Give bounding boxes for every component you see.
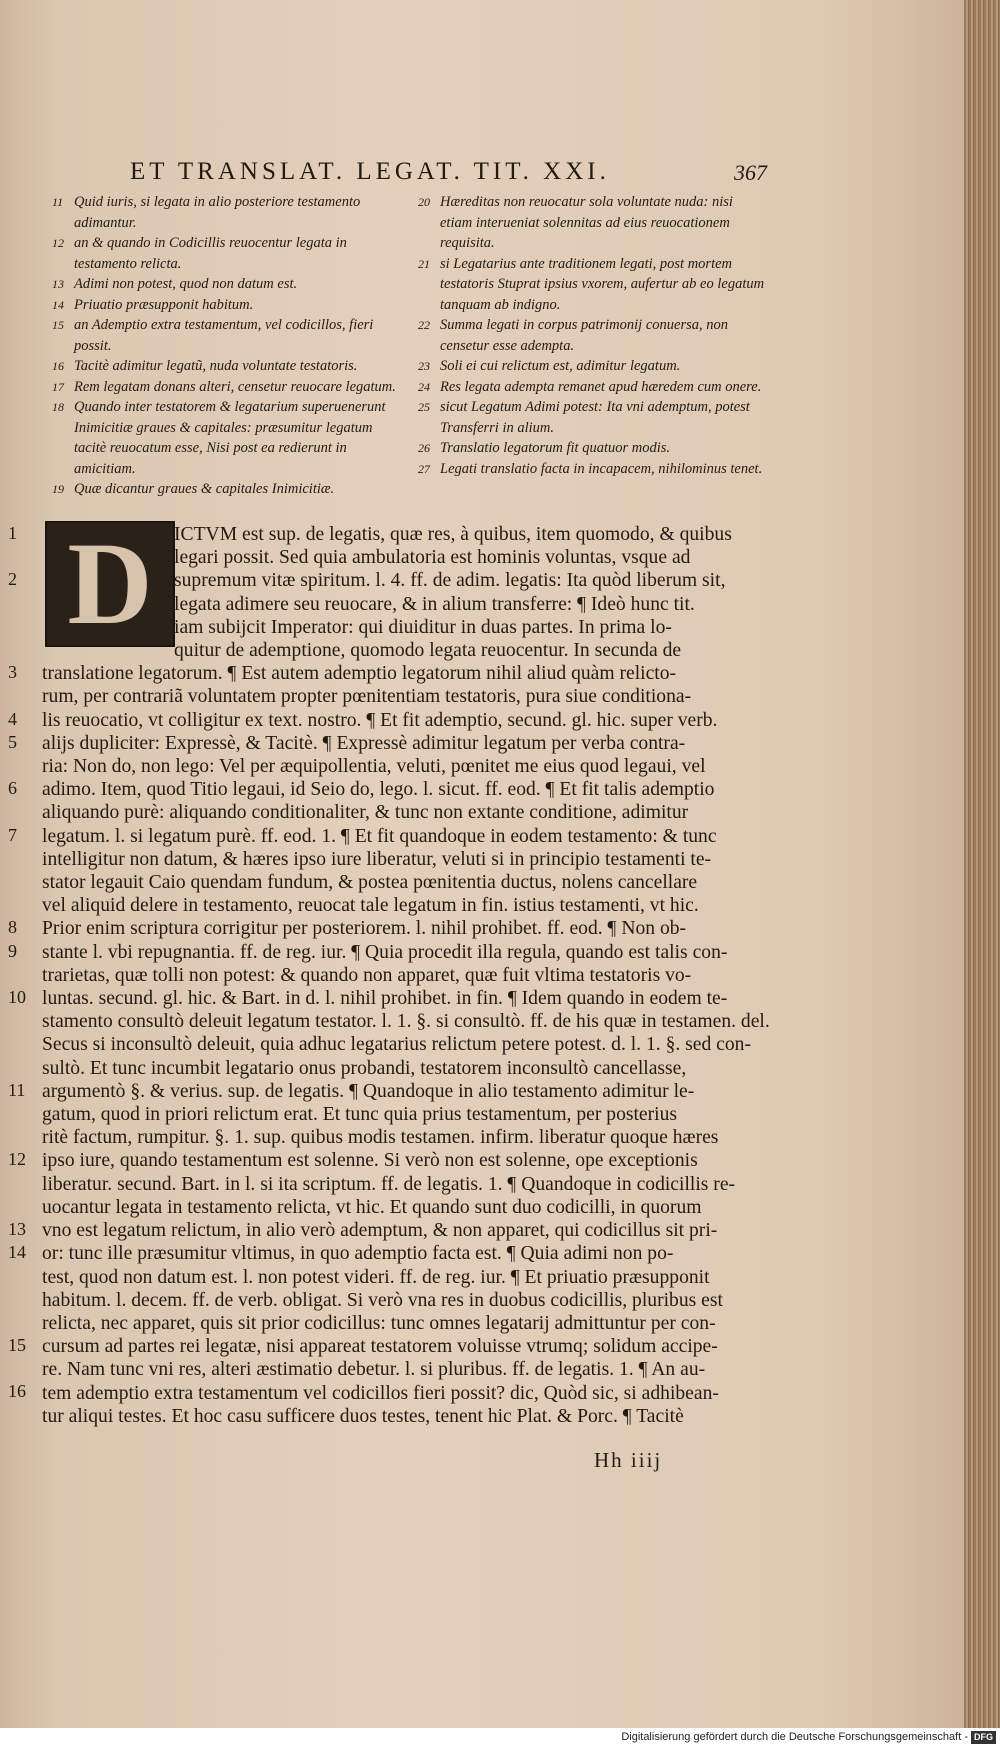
digitization-footer — [0, 1728, 1000, 1747]
body-text — [42, 518, 770, 1428]
body-line: vno est legatum relictum, in alio verò ademptum, & non apparet, qui codicillus sit pri- — [42, 1220, 718, 1242]
body-line: stante l. vbi repugnantia. ff. de reg. iur. ¶ Quia procedit illa regula, quando est talis con- — [42, 941, 728, 963]
body-line: trarietas, quæ tolli non potest: & quando non apparet, quæ fuit vltima testatoris vo- — [42, 964, 692, 986]
page-edges — [964, 0, 1000, 1728]
summary-item-number: 19 — [52, 482, 64, 496]
summary-item — [418, 315, 768, 356]
summary-item — [52, 377, 402, 398]
body-line: test, quod non datum est. l. non potest videri. ff. de reg. iur. ¶ Et priuatio præsupponit — [42, 1266, 710, 1288]
summary-item — [52, 479, 402, 500]
summary-item — [418, 438, 768, 459]
body-line: rum, per contrariã voluntatem propter pœnitentiam testatoris, pura siue conditiona- — [42, 686, 692, 708]
body-line: habitum. l. decem. ff. de verb. obligat. Si verò vna res in duobus codicillis, pluribus est — [42, 1289, 723, 1311]
summary-item — [52, 192, 402, 233]
summary-item — [52, 397, 402, 479]
margin-number: 6 — [8, 778, 17, 799]
summary-item-text: Rem legatam donans alteri, censetur reuocare legatum. — [74, 378, 396, 395]
margin-number: 4 — [8, 708, 17, 729]
summary-item — [418, 397, 768, 438]
summary-item-number: 27 — [418, 461, 430, 476]
summary-item-number: 14 — [52, 297, 64, 312]
body-line: vel aliquid delere in testamento, reuocat tale legatum in fin. istius testamenti, vt hic. — [42, 895, 699, 917]
body-line: uocantur legata in testamento relicta, vt hic. Et quando sunt duo codicilli, in quorum — [42, 1196, 702, 1218]
summary-item-number: 17 — [52, 379, 64, 394]
margin-number: 13 — [8, 1219, 26, 1239]
summary-item-text: Res legata adempta remanet apud hæredem cum onere. — [440, 378, 762, 395]
body-line: ritè factum, rumpitur. §. 1. sup. quibus modis testamen. infirm. liberatur quoque hæres — [42, 1127, 719, 1149]
body-line: stator legauit Caio quendam fundum, & postea pœnitentia ductus, nolens cancellare — [42, 872, 698, 894]
body-line: tem ademptio extra testamentum vel codicillos fieri possit? dic, Quòd sic, si adhibean- — [42, 1382, 719, 1404]
summary-item-number: 21 — [418, 256, 430, 271]
summary-item-text: Quæ dicantur graues & capitales Inimicitiæ. — [74, 481, 335, 497]
body-line: aliquando purè: aliquando conditionaliter, & tunc non extante conditione, adimitur — [42, 802, 689, 824]
summary-item-number: 18 — [52, 400, 64, 414]
signature-mark: Hh iiij — [594, 1448, 663, 1472]
summary-item — [418, 254, 768, 316]
summary-item — [418, 192, 768, 254]
body-line: sultò. Et tunc incumbit legatario onus probandi, testatorem inconsultò cancellasse, — [42, 1057, 687, 1079]
summary-item — [52, 295, 402, 316]
margin-number: 9 — [8, 940, 17, 961]
body-line: adimo. Item, quod Titio legaui, id Seio do, lego. l. sicut. ff. eod. ¶ Et fit talis ademptio — [42, 779, 715, 801]
margin-number: 8 — [8, 917, 17, 938]
summary-item-number: 13 — [52, 277, 64, 291]
summary-item-number: 25 — [418, 400, 430, 414]
summary-item-number: 11 — [52, 195, 64, 209]
body-line: cursum ad partes rei legatæ, nisi appareat testatorem voluisse vtrumq; solidum accipe- — [42, 1336, 718, 1358]
body-line: supremum vitæ spiritum. l. 4. ff. de adim. legatis: Ita quòd liberum sit, — [174, 570, 726, 592]
summary-item — [418, 459, 768, 480]
summary-item-text: Priuatio præsupponit habitum. — [74, 296, 254, 313]
body-line: quitur de ademptione, quomodo legata reuocentur. In secunda de — [174, 640, 682, 662]
summary-item-number: 24 — [418, 379, 430, 394]
margin-number: 1 — [8, 523, 17, 543]
summary-item-number: 23 — [418, 359, 430, 373]
margin-number: 10 — [8, 987, 26, 1007]
summary-item-text: Soli ei cui relictum est, adimitur legatum. — [440, 358, 681, 374]
summary-item-number: 16 — [52, 359, 64, 373]
margin-number: 15 — [8, 1335, 26, 1355]
summary-item-text: Summa legati in corpus patrimonij conuersa, non censetur esse adempta. — [440, 317, 728, 354]
summary-item — [52, 356, 402, 377]
summary-item — [52, 274, 402, 295]
page-number: 367 — [734, 160, 767, 185]
body-line: legatum. l. si legatum purè. ff. eod. 1. ¶ Et fit quandoque in eodem testamento: & tunc — [42, 825, 717, 847]
summary-item-text: Tacitè adimitur legatũ, nuda voluntate testatoris. — [74, 358, 358, 374]
summary-left-column — [52, 192, 402, 500]
summary-item — [52, 315, 402, 356]
summary-item — [52, 233, 402, 274]
body-line: liberatur. secund. Bart. in l. si ita scriptum. ff. de legatis. 1. ¶ Quandoque in codicillis re- — [42, 1173, 736, 1195]
initial-letter: D — [67, 518, 153, 649]
body-line: translatione legatorum. ¶ Est autem ademptio legatorum nihil aliud quàm relicto- — [42, 663, 677, 685]
summary-item — [418, 377, 768, 398]
running-title: ET TRANSLAT. LEGAT. TIT. XXI. — [130, 158, 610, 185]
body-line: stamento consultò deleuit legatum testator. l. 1. §. si consultò. ff. de his quæ in testamen. del. — [42, 1011, 770, 1033]
body-line: legari possit. Sed quia ambulatoria est hominis voluntas, vsque ad — [174, 547, 691, 569]
body-line: iam subijcit Imperator: qui diuiditur in duas partes. In prima lo- — [174, 616, 672, 638]
summary-item-text: Quid iuris, si legata in alio posteriore testamento adimantur. — [74, 194, 361, 231]
summary-item-number: 22 — [418, 318, 430, 332]
summary-item-text: Adimi non potest, quod non datum est. — [74, 276, 298, 292]
summary-item-text: an & quando in Codicillis reuocentur legata in testamento relicta. — [74, 235, 347, 272]
body-line: ipso iure, quando testamentum est solenne. Si verò non est solenne, ope exceptionis — [42, 1150, 698, 1172]
body-line: legata adimere seu reuocare, & in alium transferre: ¶ Ideò hunc tit. — [174, 593, 695, 615]
summary-item — [418, 356, 768, 377]
body-line: luntas. secund. gl. hic. & Bart. in d. l. nihil prohibet. in fin. ¶ Idem quando in eodem te- — [42, 988, 728, 1010]
margin-number: 7 — [8, 824, 17, 845]
margin-number: 2 — [8, 569, 17, 590]
margin-number: 12 — [8, 1149, 26, 1170]
margin-number: 5 — [8, 731, 17, 752]
body-line: ICTVM est sup. de legatis, quæ res, à quibus, item quomodo, & quibus — [174, 524, 732, 545]
summary-item-text: si Legatarius ante traditionem legati, post mortem testatoris Stuprat ipsius vxorem, aufertur ab eo legatum tanquam ab indigno. — [440, 255, 765, 313]
summary-item-number: 26 — [418, 441, 430, 455]
body-line: ria: Non do, non lego: Vel per æquipollentia, veluti, pœnitet me eius quod legaui, vel — [42, 756, 706, 778]
summary-item-number: 20 — [418, 195, 430, 209]
body-line: Prior enim scriptura corrigitur per posteriorem. l. nihil prohibet. ff. eod. ¶ Non ob- — [42, 918, 687, 940]
body-line: Secus si inconsultò deleuit, quia adhuc legatarius relictum petere potest. d. l. 1. §. sed con- — [42, 1034, 752, 1056]
summary-item-number: 12 — [52, 236, 64, 250]
margin-number: 16 — [8, 1381, 26, 1402]
summary-item-text: sicut Legatum Adimi potest: Ita vni ademptum, potest Transferri in alium. — [440, 399, 750, 436]
body-line: tur aliqui testes. Et hoc casu sufficere duos testes, tenent hic Plat. & Porc. ¶ Tacitè — [42, 1405, 684, 1427]
body-line: intelligitur non datum, & hæres ipso iure liberatur, veluti si in principio testamenti te- — [42, 848, 712, 870]
footer-credit: Digitalisierung gefördert durch die Deutsche Forschungsgemeinschaft - — [621, 1731, 968, 1743]
body-line: relicta, nec apparet, quis sit prior codicillus: tunc omnes legatarij admittuntur per con- — [42, 1312, 716, 1334]
body-line: or: tunc ille præsumitur vltimus, in quo ademptio facta est. ¶ Quia adimi non po- — [42, 1243, 674, 1265]
summary-item-text: Quando inter testatorem & legatarium superuenerunt Inimicitiæ graues & capitales: præsumitur legatum tacitè reuocatum esse, Nisi post ea redierunt in amicitiam. — [74, 399, 386, 477]
dfg-logo: DFG — [971, 1731, 996, 1744]
margin-number: 3 — [8, 662, 17, 683]
summary-item-text: Translatio legatorum fit quatuor modis. — [440, 440, 671, 456]
body-line: alijs dupliciter: Expressè, & Tacitè. ¶ Expressè adimitur legatum per verba contra- — [42, 732, 686, 754]
summary-item-text: Legati translatio facta in incapacem, nihilominus tenet. — [440, 460, 763, 477]
body-line: argumentò §. & verius. sup. de legatis. ¶ Quandoque in alio testamento adimitur le- — [42, 1080, 695, 1102]
summary-item-text: an Ademptio extra testamentum, vel codicillos, fieri possit. — [74, 317, 374, 354]
summary-item-text: Hæreditas non reuocatur sola voluntate nuda: nisi etiam interueniat solennitas ad eius reuocationem requisita. — [440, 194, 733, 251]
margin-number: 11 — [8, 1079, 26, 1100]
summary-item-number: 15 — [52, 318, 64, 332]
summary-right-column — [418, 192, 768, 479]
body-line: re. Nam tunc vni res, alteri æstimatio debetur. l. si pluribus. ff. de legatis. 1. ¶ An au- — [42, 1359, 706, 1381]
body-line: lis reuocatio, vt colligitur ex text. nostro. ¶ Et fit ademptio, secund. gl. hic. super verb. — [42, 709, 718, 731]
margin-number: 14 — [8, 1242, 26, 1263]
body-line: gatum, quod in priori relictum erat. Et tunc quia prius testamentum, per posterius — [42, 1104, 678, 1126]
